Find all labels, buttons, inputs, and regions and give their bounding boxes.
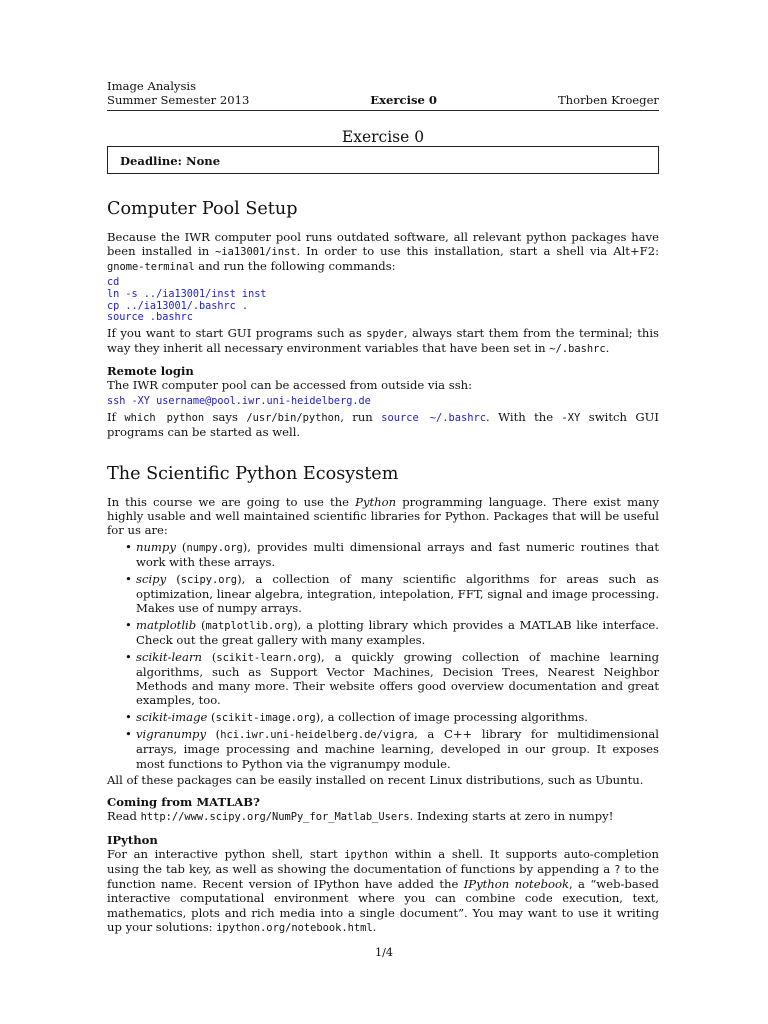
package-list [107,540,659,771]
ipython-text [107,847,659,935]
ecosystem-outro: All of these packages can be easily installed on recent Linux distributions, such as Ubuntu. [107,773,644,788]
header-exercise: Exercise 0 [370,92,438,107]
text-run: In this course we are going to use the [107,494,356,509]
text-run: within a shell. It supports auto-completion using the tab key, as well as showing the documentation of functions by appending a [107,846,659,877]
program-code: spyder [366,327,404,340]
notebook-url: ipython.org/notebook.html [216,921,373,934]
matlab-heading: Coming from MATLAB? [107,795,260,810]
pool-setup-intro [107,230,659,275]
command-code: ipython [344,848,389,861]
list-item [136,650,659,708]
text-run: , run [340,410,382,425]
ecosystem-intro [107,495,659,538]
path-code: ~ia13001/inst [215,246,297,258]
text-run: If [107,410,125,425]
page-header [107,80,659,111]
text-run: ), a collection of many scientific algorithms for areas such as optimization, linear algebra, integration, intepolation, FFT, signal and image processing. Makes use of numpy arrays. [136,571,659,616]
text-run: ( [175,540,187,555]
question-mark-code: ? [614,864,621,877]
text-run: , a “web-based interactive computational environment where you can combine code execution, text, mathematics, plots and rich media into a single document”. You may want to use it writing up your solutions: [107,877,659,934]
command-line: ln -s ../ia13001/inst inst [107,289,267,300]
text-run: ( [201,649,217,664]
package-name: scikit-learn [136,649,202,664]
python-emphasis: Python [355,494,397,509]
text-run: If you want to start GUI programs such as [107,325,367,340]
text-run: ( [196,617,206,632]
text-run: ), provides multi dimensional arrays and fast numeric routines that work with these arrays. [136,540,659,570]
deadline-box [107,146,659,174]
package-url: numpy.org [186,542,243,555]
section-heading-pool-setup: Computer Pool Setup [107,198,298,219]
command-line: cp ../ia13001/.bashrc . [107,300,249,312]
remote-login-note [107,410,659,439]
text-run: programming language. There exist many highly usable and well maintained scientific libraries for Python. Packages that will be useful for us are: [107,494,659,537]
text-run: . Indexing starts at zero in numpy! [409,809,614,824]
text-run: says [204,410,247,425]
text-run: Because the IWR computer pool runs outdated software, all relevant python packages have been installed in [107,229,659,258]
package-name: numpy [136,540,176,555]
path-code: ~/.bashrc [549,342,606,355]
deadline-text: Deadline: None [120,153,221,168]
package-url: hci.iwr.uni-heidelberg.de/vigra [220,729,415,742]
ipython-heading: IPython [107,832,158,847]
path-code: /usr/bin/python [246,412,341,425]
list-item [136,572,659,616]
text-run: , a C++ library for multidimensional arrays, image processing and machine learning, developed in our group. It exposes most functions to Python via the vigranumpy module. [136,727,659,771]
setup-commands [107,277,659,323]
semester: Summer Semester 2013 [107,92,250,107]
list-item [136,710,659,725]
package-url: scikit-image.org [215,711,316,724]
text-run: Read [107,809,141,824]
header-rule [107,110,659,111]
package-name: matplotlib [136,617,197,632]
ssh-command: ssh -XY username@pool.iwr.uni-heidelberg.de [107,395,371,407]
text-run: . [372,919,377,934]
remote-login-heading: Remote login [107,364,194,379]
command-code: which python [124,412,205,425]
command-line: cd [107,277,120,289]
command-line: source .bashrc [107,312,193,324]
remote-login-text: The IWR computer pool can be accessed from outside via ssh: [107,378,473,393]
text-run: ( [206,727,221,742]
page-number: 1/4 [374,946,393,959]
list-item [136,618,659,647]
text-run: ), a plotting library which provides a MATLAB like interface. Check out the great gallery with many examples. [136,617,659,648]
matlab-url: http://www.scipy.org/NumPy_for_Matlab_Users [140,811,410,824]
package-url: scikit-learn.org [216,651,317,664]
package-url: scipy.org [180,573,238,586]
notebook-emphasis: IPython notebook [463,877,569,892]
list-item [136,727,659,771]
command-code: source ~/.bashrc [381,412,487,425]
text-run: ( [166,571,181,586]
course-name: Image Analysis [107,79,197,93]
text-run: , always start them from the terminal; this way they inherit all necessary environment variables that have been set in [107,325,659,355]
text-run: ( [207,709,216,724]
text-run: . With the [486,410,562,425]
author: Thorben Kroeger [557,92,659,107]
text-run: . [605,340,610,355]
package-name: scikit-image [136,709,208,724]
command-code: gnome-terminal [107,261,195,274]
package-url: matplotlib.org [205,619,294,632]
text-run: and run the following commands: [194,259,396,274]
section-heading-ecosystem: The Scientific Python Ecosystem [107,463,399,484]
package-name: vigranumpy [136,727,207,742]
gui-note [107,326,659,356]
exercise-title: Exercise 0 [341,127,425,146]
text-run: switch GUI programs can be started as well. [107,410,659,440]
text-run: ), a collection of image processing algorithms. [315,709,588,724]
package-name: scipy [136,571,167,586]
matlab-text [107,809,659,824]
text-run: . In order to use this installation, start a shell via Alt+F2: [296,244,659,258]
text-run: For an interactive python shell, start [107,846,345,861]
text-run: ), a quickly growing collection of machine learning algorithms, such as Support Vector Machines, Decision Trees, Nearest Neighbor Methods and many more. Their website offers good overview documentation and great examples, too. [136,649,659,708]
text-run: to the function name. Recent version of IPython have added the [107,862,659,892]
document-page [107,80,659,935]
list-item [136,540,659,569]
switch-code: -XY [561,412,581,425]
